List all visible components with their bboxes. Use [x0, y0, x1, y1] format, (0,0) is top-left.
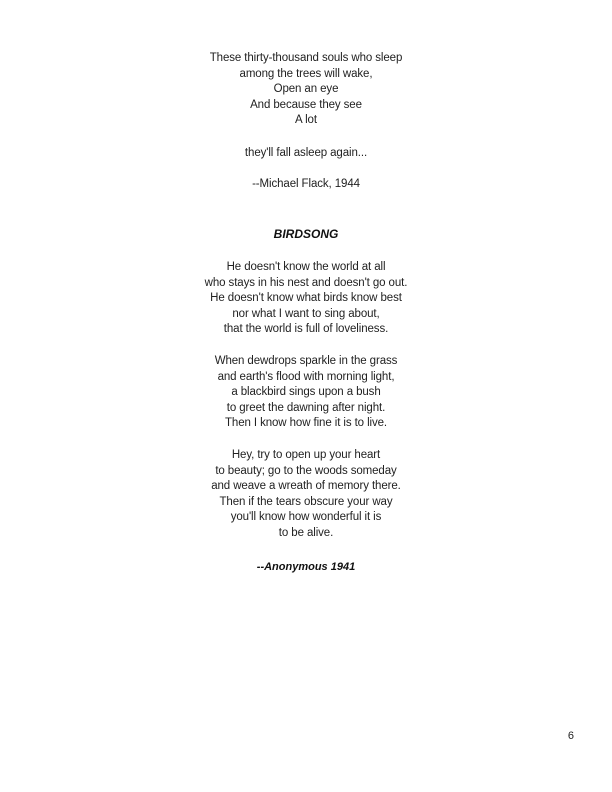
poem-line: He doesn't know what birds know best — [210, 292, 402, 305]
poem2-stanza1 — [0, 260, 612, 338]
poem-line: A lot — [295, 114, 317, 127]
poem-line: nor what I want to sing about, — [232, 307, 380, 320]
poem-line: Then I know how fine it is to live. — [224, 417, 388, 430]
page-number: 6 — [567, 730, 574, 742]
poem-line: These thirty-thousand souls who sleep — [209, 52, 403, 64]
poem-line: Hey, try to open up your heart — [231, 449, 381, 461]
poem-line: you'll know how wonderful it is — [230, 511, 382, 524]
poem-title: BIRDSONG — [273, 227, 339, 241]
poem-line: to beauty; go to the woods someday — [215, 464, 397, 477]
poem-line: a blackbird sings upon a bush — [231, 386, 381, 399]
poem-line: He doesn't know the world at all — [226, 261, 386, 273]
poem1-stanza2 — [0, 146, 612, 162]
poem1-stanza1 — [0, 51, 612, 129]
poem2-stanza2 — [0, 354, 612, 432]
poem-line: they'll fall asleep again... — [244, 147, 368, 159]
poem2-stanza3 — [0, 448, 612, 542]
poem2-attribution: --Anonymous 1941 — [256, 561, 356, 573]
poem-line: Then if the tears obscure your way — [219, 495, 393, 508]
poem-line: Open an eye — [273, 83, 339, 96]
poem-line: that the world is full of loveliness. — [223, 323, 389, 336]
poem-line: who stays in his nest and doesn't go out. — [204, 276, 408, 289]
poem-line: and weave a wreath of memory there. — [211, 480, 401, 493]
poem-line: among the trees will wake, — [239, 67, 373, 80]
poem-line: and earth's flood with morning light, — [217, 370, 395, 383]
poem-line: to be alive. — [278, 526, 334, 539]
poem-line: to greet the dawning after night. — [226, 401, 386, 414]
attribution-text: --Michael Flack, 1944 — [252, 178, 360, 190]
poem1-attribution — [0, 177, 612, 193]
poem-line: When dewdrops sparkle in the grass — [214, 355, 398, 367]
poem-line: And because they see — [250, 98, 362, 111]
